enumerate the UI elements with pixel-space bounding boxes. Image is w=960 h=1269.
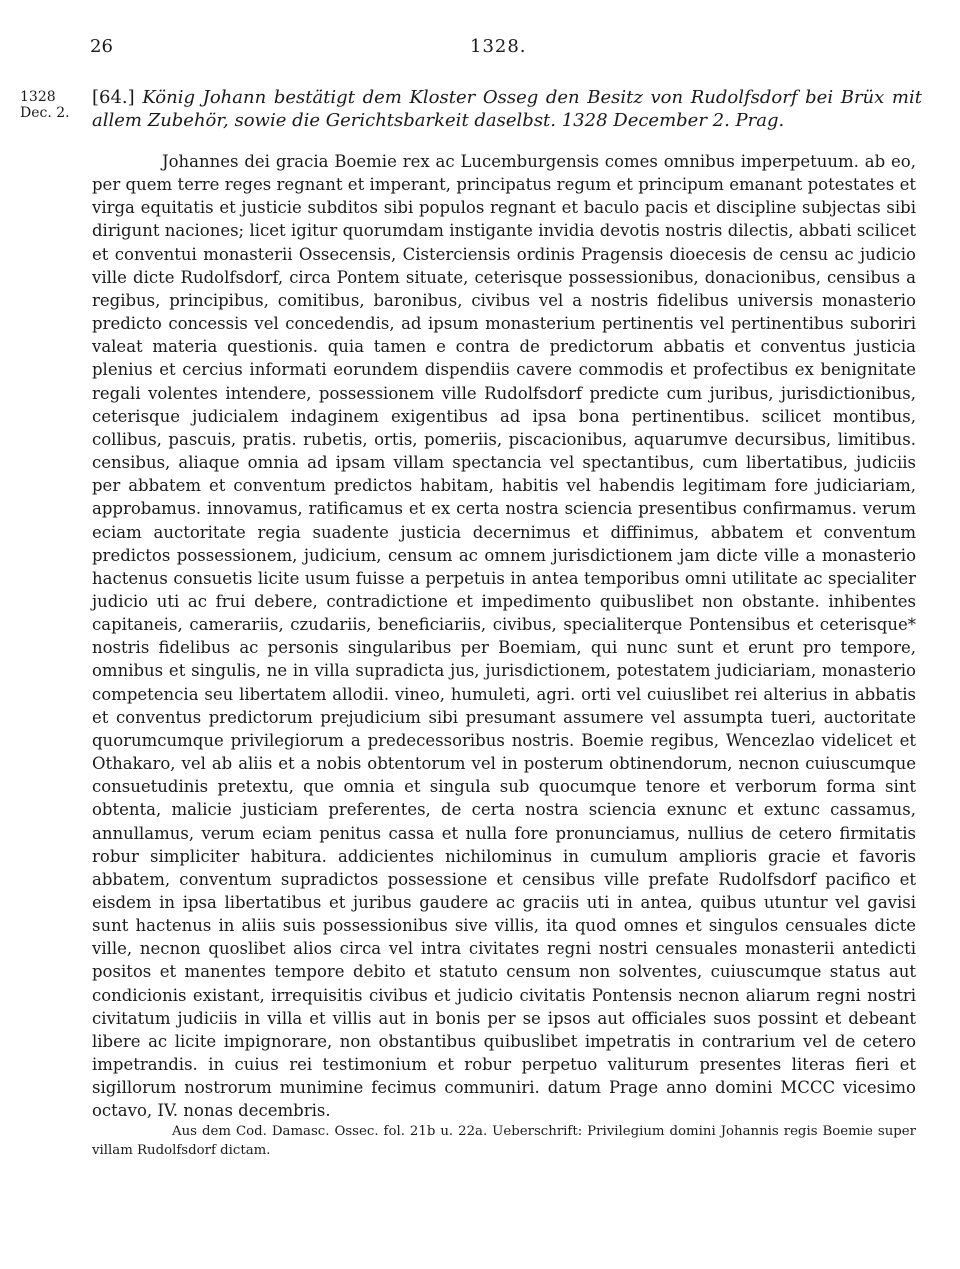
margin-date: Dec. 2. (20, 105, 70, 121)
regest-heading (92, 86, 922, 132)
page-number: 26 (90, 36, 113, 57)
regest-summary: König Johann bestätigt dem Kloster Osseg den Besitz von Rudolfsdorf bei Brüx mit allem Zubehör, sowie die Gerichtsbarkeit daselbst. 1328 December 2. Prag. (92, 87, 922, 131)
document-number: [64.] (92, 87, 135, 108)
charter-paragraph: Johannes dei gracia Boemie rex ac Lucemburgensis comes omnibus imperpetuum. ab eo, per quem terre reges regnant et imperant, principatus regum et principum emanant potestates et virga equitatis et justicie subditos sibi populos regnant et baculo pacis et discipline subjectas sibi dirigunt naciones; licet igitur quorumdam instigante invidia devotis nostris dilectis, abbati scilicet et conventui monasterii Ossecensis, Cisterciensis ordinis Pragensis dioecesis de censu ac judicio ville dicte Rudolfsdorf, circa Pontem situate, ceterisque possessionibus, donacionibus, censibus a regibus, principibus, comitibus, baronibus, civibus vel a nostris fidelibus universis monasterio predicto concessis vel concedendis, ad ipsum monasterium pertinentis vel pertinentibus suboriri valeat materia questionis. quia tamen e contra de predictorum abbatis et conventus justicia plenius et cercius informati eorundem dispendiis cavere commodis et profectibus ex benignitate regali volentes intendere, possessionem ville Rudolfsdorf predicte cum juribus, jurisdictionibus, ceterisque judicialem indaginem exigentibus ad ipsa bona pertinentibus. scilicet montibus, collibus, pascuis, pratis. rubetis, ortis, pomeriis, piscacionibus, aquarumve decursibus, limitibus. censibus, aliaque omnia ad ipsam villam spectancia vel spectantibus, cum libertatibus, judiciis per abbatem et conventum predictos habitam, habitis vel habendis legitimam fore judiciariam, approbamus. innovamus, ratificamus et ex certa nostra sciencia presentibus confirmamus. verum eciam auctoritate regia suadente justicia decernimus et diffinimus, abbatem et conventum predictos possessionem, judicium, censum ac omnem jurisdictionem jam dicte ville a monasterio hactenus consuetis licite usum fuisse a perpetuis in antea temporibus omni utilitate ac specialiter judicio uti ac frui debere, contradictione et impedimento quibuslibet non obstante. inhibentes capitaneis, camerariis, czudariis, beneficiariis, civibus, specialiterque Pontensibus et ceterisque* nostris fidelibus ac personis singularibus per Boemiam, qui nunc sunt et erunt pro tempore, omnibus et singulis, ne in villa supradicta jus, jurisdictionem, potestatem judiciariam, monasterio competencia seu libertatem allodii. vineo, humuleti, agri. orti vel cuiuslibet rei alterius in abbatis et conventus predictorum prejudicium sibi presumant assumere vel assumpta tueri, auctoritate quorumcumque privilegiorum a predecessoribus nostris. Boemie regibus, Wencezlao videlicet et Othakaro, vel ab aliis et a nobis obtentorum vel in posterum obtinendorum, necnon cuiuscumque consuetudinis pretextu, que omnia et singula sub quocumque tenore et verborum forma sint obtenta, malicie justiciam preferentes, de certa nostra sciencia exnunc et extunc cassamus, annullamus, verum eciam penitus cassa et nulla fore pronunciamus, nullius de cetero firmitatis robur simpliciter habitura. addicientes nichilominus in cumulum amplioris gracie et favoris abbatem, conventum supradictos possessione et censibus ville prefate Rudolfsdorf pacifico et eisdem in ipsa libertatibus et juribus gaudere ac graciis uti in antea, quibus utuntur vel gavisi sunt hactenus in aliis suis possessionibus sive villis, ita quod omnes et singulos censuales dicte ville, necnon quoslibet alios circa vel intra civitates regni nostri censuales monasterii antedicti positos et manentes tempore debito et statuto censum non solventes, cuiuscumque status aut condicionis existant, irrequisitis civibus et judicio civitatis Pontensis necnon aliarum regni nostri civitatum judiciis in villa et villis aut in bonis per se ipsos aut officiales suos possint et debeant libere ac licite impignorare, non obstantibus quibuslibet impetratis in contrarium vel de cetero impetrandis. in cuius rei testimonium et robur perpetuo valiturum presentes literas fieri et sigillorum nostrorum munimine fecimus communiri. datum Prage anno domini MCCC vicesimo octavo, IV. nonas decembris. (92, 152, 916, 1121)
source-note-text: Aus dem Cod. Damasc. Ossec. fol. 21b u. 22a. Ueberschrift: Privilegium domini Johannis regis Boemie super villam Rudolfsdorf dictam. (92, 1124, 916, 1158)
charter-text (92, 150, 916, 1123)
margin-year: 1328 (20, 89, 56, 105)
margin-date-note (20, 89, 70, 121)
page-header-year: 1328. (470, 36, 527, 57)
source-note (92, 1122, 916, 1160)
